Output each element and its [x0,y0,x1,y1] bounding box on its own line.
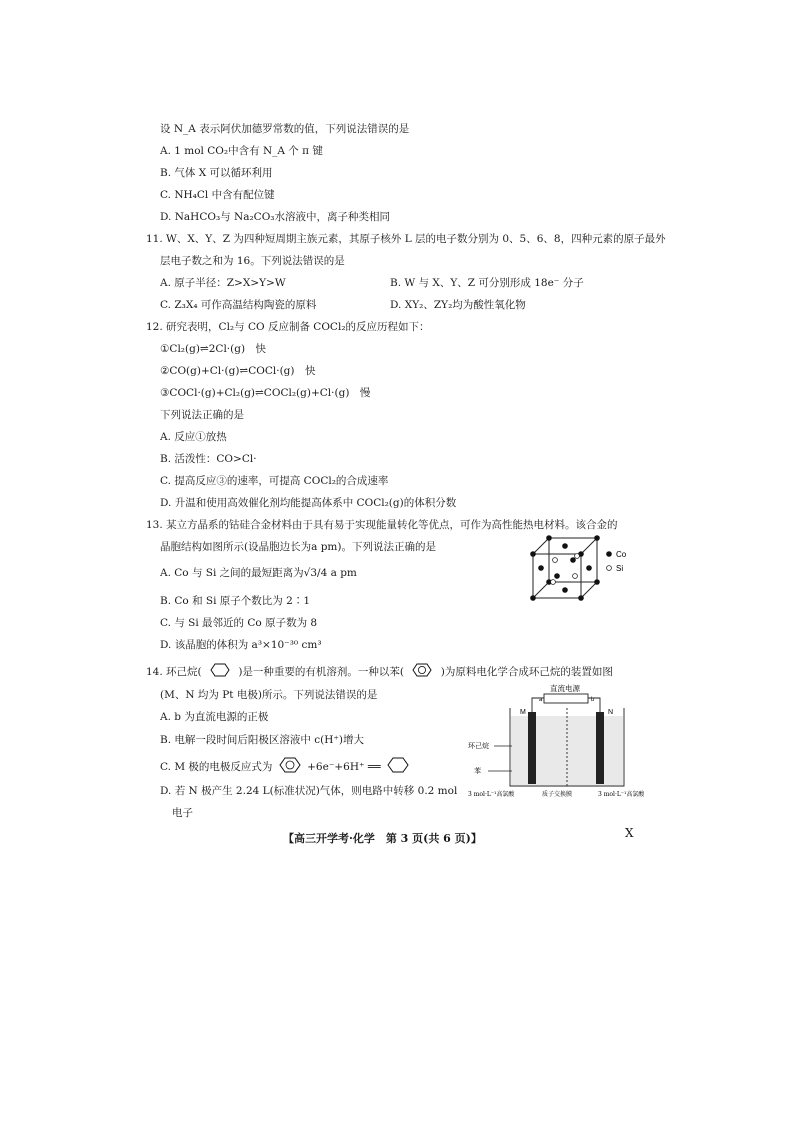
q14-stem-part3: )为原料电化学合成环己烷的装置如图 [440,666,613,678]
legend-co-label: Co [616,550,627,559]
q10-option-c: C. NH₄Cl 中含有配位键 [160,189,275,201]
q10-option-a: A. 1 mol CO₂中含有 N_A 个 π 键 [160,145,323,157]
q13-option-d: D. 该晶胞的体积为 a³×10⁻³⁰ cm³ [160,639,322,651]
q12-option-c: C. 提高反应③的速率，可提高 COCl₂的合成速率 [160,475,389,487]
legend-si-dot [607,566,612,571]
q11-stem-line1: 11. W、X、Y、Z 为四种短周期主族元素，其原子核外 L 层的电子数分别为 0、5、6、8，四种元素的原子最外 [146,233,666,245]
q11-option-c: C. Z₃X₄ 可作高温结构陶瓷的原料 [160,299,317,311]
electrolysis-apparatus-figure [468,682,668,800]
q12-option-b: B. 活泼性：CO>Cl· [160,453,257,465]
co-atom [594,535,600,541]
q11-option-d: D. XY₂、ZY₂均为酸性氧化物 [390,299,526,311]
co-atom [530,595,536,601]
co-atom [546,535,552,541]
electrode-n [596,712,604,784]
q12-option-d: D. 升温和使用高效催化剂均能提高体系中 COCl₂(g)的体积分数 [160,497,457,509]
benzene-label: 苯 [474,767,481,775]
q11-option-b: B. W 与 X、Y、Z 可分别形成 18e⁻ 分子 [390,277,584,289]
q10-option-b: B. 气体 X 可以循环利用 [160,167,273,179]
q10-stem: 设 N_A 表示阿伏加德罗常数的值，下列说法错误的是 [160,123,410,135]
benzene-structure-icon [407,663,437,677]
q13-option-c: C. 与 Si 最邻近的 Co 原子数为 8 [160,617,318,629]
power-source-label: 直流电源 [550,684,580,693]
q12-step-3: ③COCl·(g)+Cl₂(g)⇌COCl₂(g)+Cl·(g) 慢 [160,387,371,399]
electrode-m-label: M [520,709,526,716]
q14-option-d-line1: D. 若 N 极产生 2.24 L(标准状况)气体，则电路中转移 0.2 mol [160,785,458,797]
cyclohexane-structure-icon [384,757,412,773]
footer-mark: X [625,826,634,840]
q14-option-c-prefix: C. M 极的电极反应式为 [160,761,273,773]
co-atom [578,595,584,601]
legend-co-dot [606,551,612,557]
q14-stem-part2: )是一种重要的有机溶剂。一种以苯( [238,666,405,678]
q10-option-d: D. NaHCO₃与 Na₂CO₃水溶液中，离子种类相同 [160,211,391,223]
q14-option-c-middle: +6e⁻+6H⁺ ══ [307,761,381,773]
si-atom [553,558,558,563]
co-atom [570,557,576,563]
si-atom [551,580,556,585]
q12-stem: 12. 研究表明，Cl₂与 CO 反应制备 COCl₂的反应历程如下： [146,321,430,333]
q13-stem-line2: 晶胞结构如图所示(设晶胞边长为a pm)。下列说法正确的是 [160,541,436,553]
q13-stem-line1: 13. 某立方晶系的钴硅合金材料由于具有易于实现能量转化等优点，可作为高性能热电材料。该合金的 [146,519,618,531]
q11-stem-line2: 层电子数之和为 16。下列说法错误的是 [160,255,345,267]
co-atom [530,551,536,557]
q12-ask: 下列说法正确的是 [160,409,244,421]
si-atom [573,574,578,579]
co-atom [562,543,568,549]
q14-option-b: B. 电解一段时间后阳极区溶液中 c(H⁺)增大 [160,734,365,746]
q13-option-a: A. Co 与 Si 之间的最短距离为√3/4 a pm [160,567,357,579]
co-atom [562,587,568,593]
cyclohexane-label: 环己烷 [468,742,489,750]
benzene-structure-icon [276,757,304,773]
electrode-n-label: N [608,709,614,716]
page-footer: 【高三开学考·化学 第 3 页(共 6 页)】 [283,832,482,845]
crystal-cell-figure [525,530,635,605]
legend-si-label: Si [616,564,624,573]
right-solution-label: 3 mol·L⁻¹高氯酸 [598,791,645,798]
co-atom [594,579,600,585]
terminal-a-label: a [539,697,543,703]
left-solution-label: 3 mol·L⁻¹高氯酸 [468,791,515,798]
co-atom [538,565,544,571]
q14-stem-part1: 14. 环己烷( [146,666,202,678]
q13-option-b: B. Co 和 Si 原子个数比为 2∶1 [160,595,311,607]
terminal-b-label: b [591,697,595,703]
cyclohexane-structure-icon [205,663,235,677]
q14-stem-line2: (M、N 均为 Pt 电极)所示。下列说法错误的是 [160,689,378,701]
q11-option-a: A. 原子半径：Z>X>Y>W [160,277,286,289]
q12-step-2: ②CO(g)+Cl·(g)⇌COCl·(g) 快 [160,365,316,377]
electrolyte [511,716,623,785]
q14-option-c [160,757,412,774]
q14-option-a: A. b 为直流电源的正极 [160,711,269,723]
q12-step-1: ①Cl₂(g)⇌2Cl·(g) 快 [160,343,267,355]
q12-option-a: A. 反应①放热 [160,431,227,443]
si-atom [575,554,580,559]
electrode-m [528,712,536,784]
power-source-box [544,694,588,703]
q14-stem-line1 [146,663,613,679]
q14-option-d-line2: 电子 [172,807,193,819]
co-atom [554,573,560,579]
co-atom [586,565,592,571]
membrane-label: 质子交换膜 [542,791,573,798]
